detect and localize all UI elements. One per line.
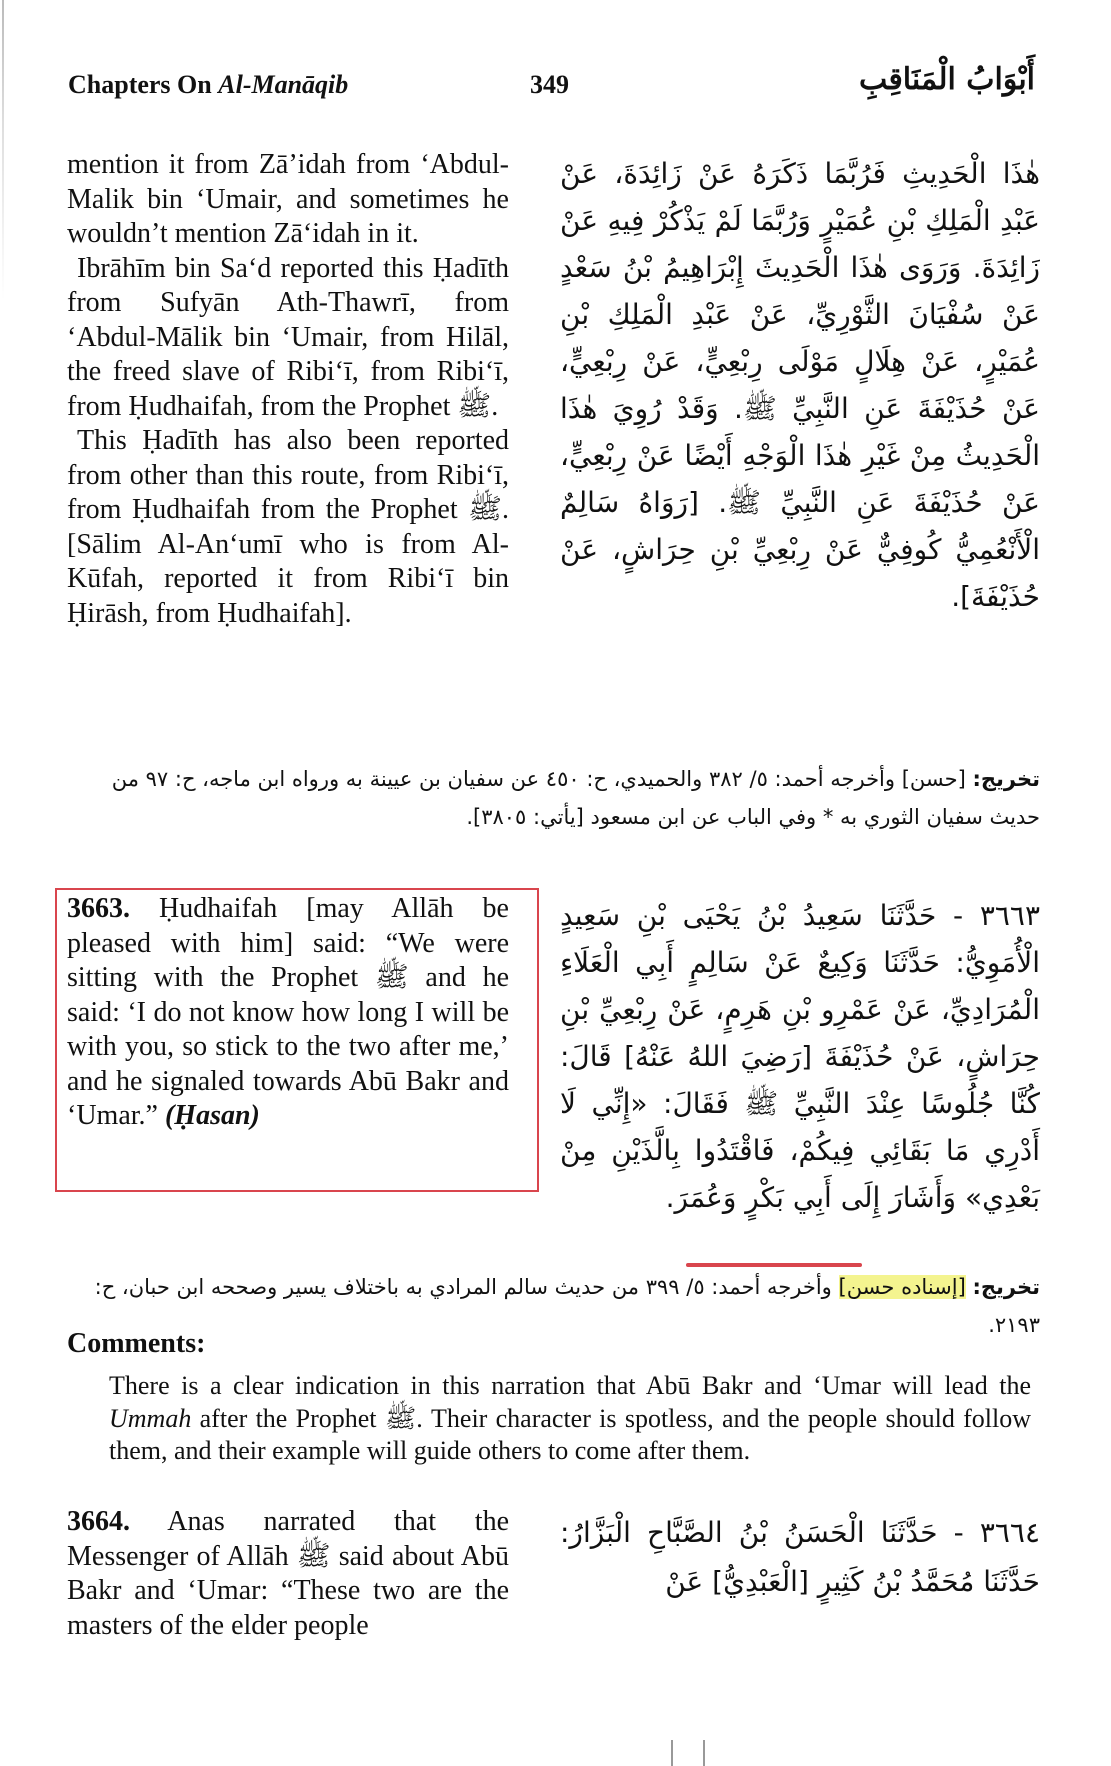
- page-edge-mark: [671, 1740, 673, 1766]
- comments-body: [109, 1370, 1031, 1468]
- comments-text-post: after the Prophet ﷺ. Their character is spotless, and the people should follow them, and their example will guide others to come after them.: [109, 1403, 1031, 1465]
- hadith-3663-english: [67, 892, 509, 1134]
- running-header-left: [68, 70, 348, 100]
- page-number: 349: [530, 70, 569, 99]
- header-prefix: Chapters On: [68, 70, 219, 99]
- hadith-3663-arabic: [560, 892, 1040, 1221]
- english-paragraph: This Ḥadīth has also been reported from other than this route, from Ribi‘ī, from Ḥudhaifah from the Prophet ﷺ. [Sālim Al-An‘umī who is from Al-Kūfah, reported it from Ribi‘ī bin Ḥirāsh, from Ḥudhaifah].: [67, 425, 509, 629]
- arabic-column-continuation: [560, 150, 1040, 620]
- comments-heading: Comments:: [67, 1328, 206, 1359]
- hadith-text: Ḥudhaifah [may Allāh be pleased with him] said: “We were sitting with the Prophet ﷺ and he said: ‘I do not know how long I will be with you, so stick to the two after me,’ and he signaled towards Abū Bakr and ‘Umar.”: [67, 893, 509, 1131]
- header-italic: Al-Manāqib: [218, 70, 349, 99]
- arabic-hadith-text: ٣٦٦٤ - حَدَّثَنَا الْحَسَنُ بْنُ الصَّبَّاحِ الْبَزَّارُ: حَدَّثَنَا مُحَمَّدُ بْنُ كَثِيرٍ [الْعَبْدِيُّ] عَنْ: [560, 1516, 1040, 1598]
- scan-edge-mark: [2, 0, 4, 300]
- arabic-paragraph: هٰذَا الْحَدِيثِ فَرُبَّمَا ذَكَرَهُ عَنْ زَائِدَةَ، عَنْ عَبْدِ الْمَلِكِ بْنِ عُمَيْرٍ وَرُبَّمَا لَمْ يَذْكُرْ فِيهِ عَنْ زَائِدَةَ. وَرَوَى هٰذَا الْحَدِيثَ إِبْرَاهِيمُ بْنُ سَعْدٍ عَنْ سُفْيَانَ الثَّوْرِيِّ، عَنْ عَبْدِ الْمَلِكِ بْنِ عُمَيْرٍ، عَنْ هِلَالٍ مَوْلَى رِبْعِيٍّ، عَنْ رِبْعِيٍّ، عَنْ حُذَيْفَةَ عَنِ النَّبِيِّ ﷺ. وَقَدْ رُوِيَ هٰذَا الْحَدِيثُ مِنْ غَيْرِ هٰذَا الْوَجْهِ أَيْضًا عَنْ رِبْعِيٍّ، عَنْ حُذَيْفَةَ عَنِ النَّبِيِّ ﷺ. [رَوَاهُ سَالِمٌ الْأَنْعُمِيُّ كُوفِيٌّ عَنْ رِبْعِيِّ بْنِ حِرَاشٍ، عَنْ حُذَيْفَةَ].: [560, 157, 1040, 613]
- footnote-label: تخريج:: [972, 1275, 1040, 1299]
- english-paragraph: mention it from Zā’idah from ‘Abdul-Malik bin ‘Umair, and sometimes he wouldn’t mention Zā‘idah in it.: [67, 149, 509, 249]
- arabic-underlined-names: أَبِي بَكْرٍ وَعُمَرَ: [674, 1181, 832, 1214]
- running-header-arabic: أَبْوَابُ الْمَنَاقِبِ: [858, 62, 1035, 97]
- arabic-end-dot: .: [665, 1181, 675, 1214]
- hadith-number: 3663.: [67, 893, 130, 924]
- comments-italic: Ummah: [109, 1403, 192, 1433]
- red-underline-mark: [686, 1263, 862, 1267]
- hadith-grade: (Ḥasan): [164, 1100, 260, 1131]
- footnote-text: [حسن] وأخرجه أحمد: ٥/ ٣٨٢ والحميدي، ح: ٤٥٠ عن سفيان بن عيينة به ورواه ابن ماجه، ح: ٩٧ من حديث سفيان الثوري به * وفي الباب عن ابن مسعود [يأتي: ٣٨٠٥].: [111, 767, 1040, 829]
- takhrij-footnote-1: [60, 760, 1040, 836]
- english-paragraph: Ibrāhīm bin Sa‘d reported this Ḥadīth from Sufyān Ath-Thawrī, from ‘Abdul-Mālik bin ‘Umair, from Hilāl, the freed slave of Ribi‘ī, from Ribi‘ī, from Ḥudhaifah, from the Prophet ﷺ.: [67, 252, 509, 422]
- footnote-text: وأخرجه أحمد: ٥/ ٣٩٩ من حديث سالم المرادي به باختلاف يسير وصححه ابن حبان، ح: ٢١٩٣.: [94, 1275, 1040, 1337]
- page-edge-mark: [703, 1740, 705, 1766]
- hadith-text: Anas narrated that the Messenger of Allāh ﷺ said about Abū Bakr and ‘Umar: “These two are the masters of the elder people: [67, 1506, 509, 1641]
- highlighted-grade: [إسناده حسن]: [838, 1275, 966, 1299]
- footnote-label: تخريج:: [972, 767, 1040, 791]
- arabic-hadith-text: ٣٦٦٣ - حَدَّثَنَا سَعِيدُ بْنُ يَحْيَى بْنِ سَعِيدٍ الْأُمَوِيُّ: حَدَّثَنَا وَكِيعٌ عَنْ سَالِمٍ أَبِي الْعَلَاءِ الْمُرَادِيِّ، عَنْ عَمْرِو بْنِ هَرِمٍ، عَنْ رِبْعِيِّ بْنِ حِرَاشٍ، عَنْ حُذَيْفَةَ [رَضِيَ اللهُ عَنْهُ] قَالَ: كُنَّا جُلُوسًا عِنْدَ النَّبِيِّ ﷺ فَقَالَ: «إِنِّي لَا أَدْرِي مَا بَقَائِي فِيكُمْ، فَاقْتَدُوا بِالَّذَيْنِ مِنْ بَعْدِي» وَأَشَارَ إِلَى: [560, 899, 1040, 1214]
- hadith-3664-english: [67, 1505, 509, 1643]
- takhrij-footnote-2: [60, 1268, 1040, 1344]
- hadith-3664-arabic: [560, 1508, 1040, 1606]
- comments-text-pre: There is a clear indication in this narration that Abū Bakr and ‘Umar will lead the: [109, 1371, 1031, 1400]
- hadith-number: 3664.: [67, 1506, 130, 1537]
- english-column-continuation: [67, 148, 509, 631]
